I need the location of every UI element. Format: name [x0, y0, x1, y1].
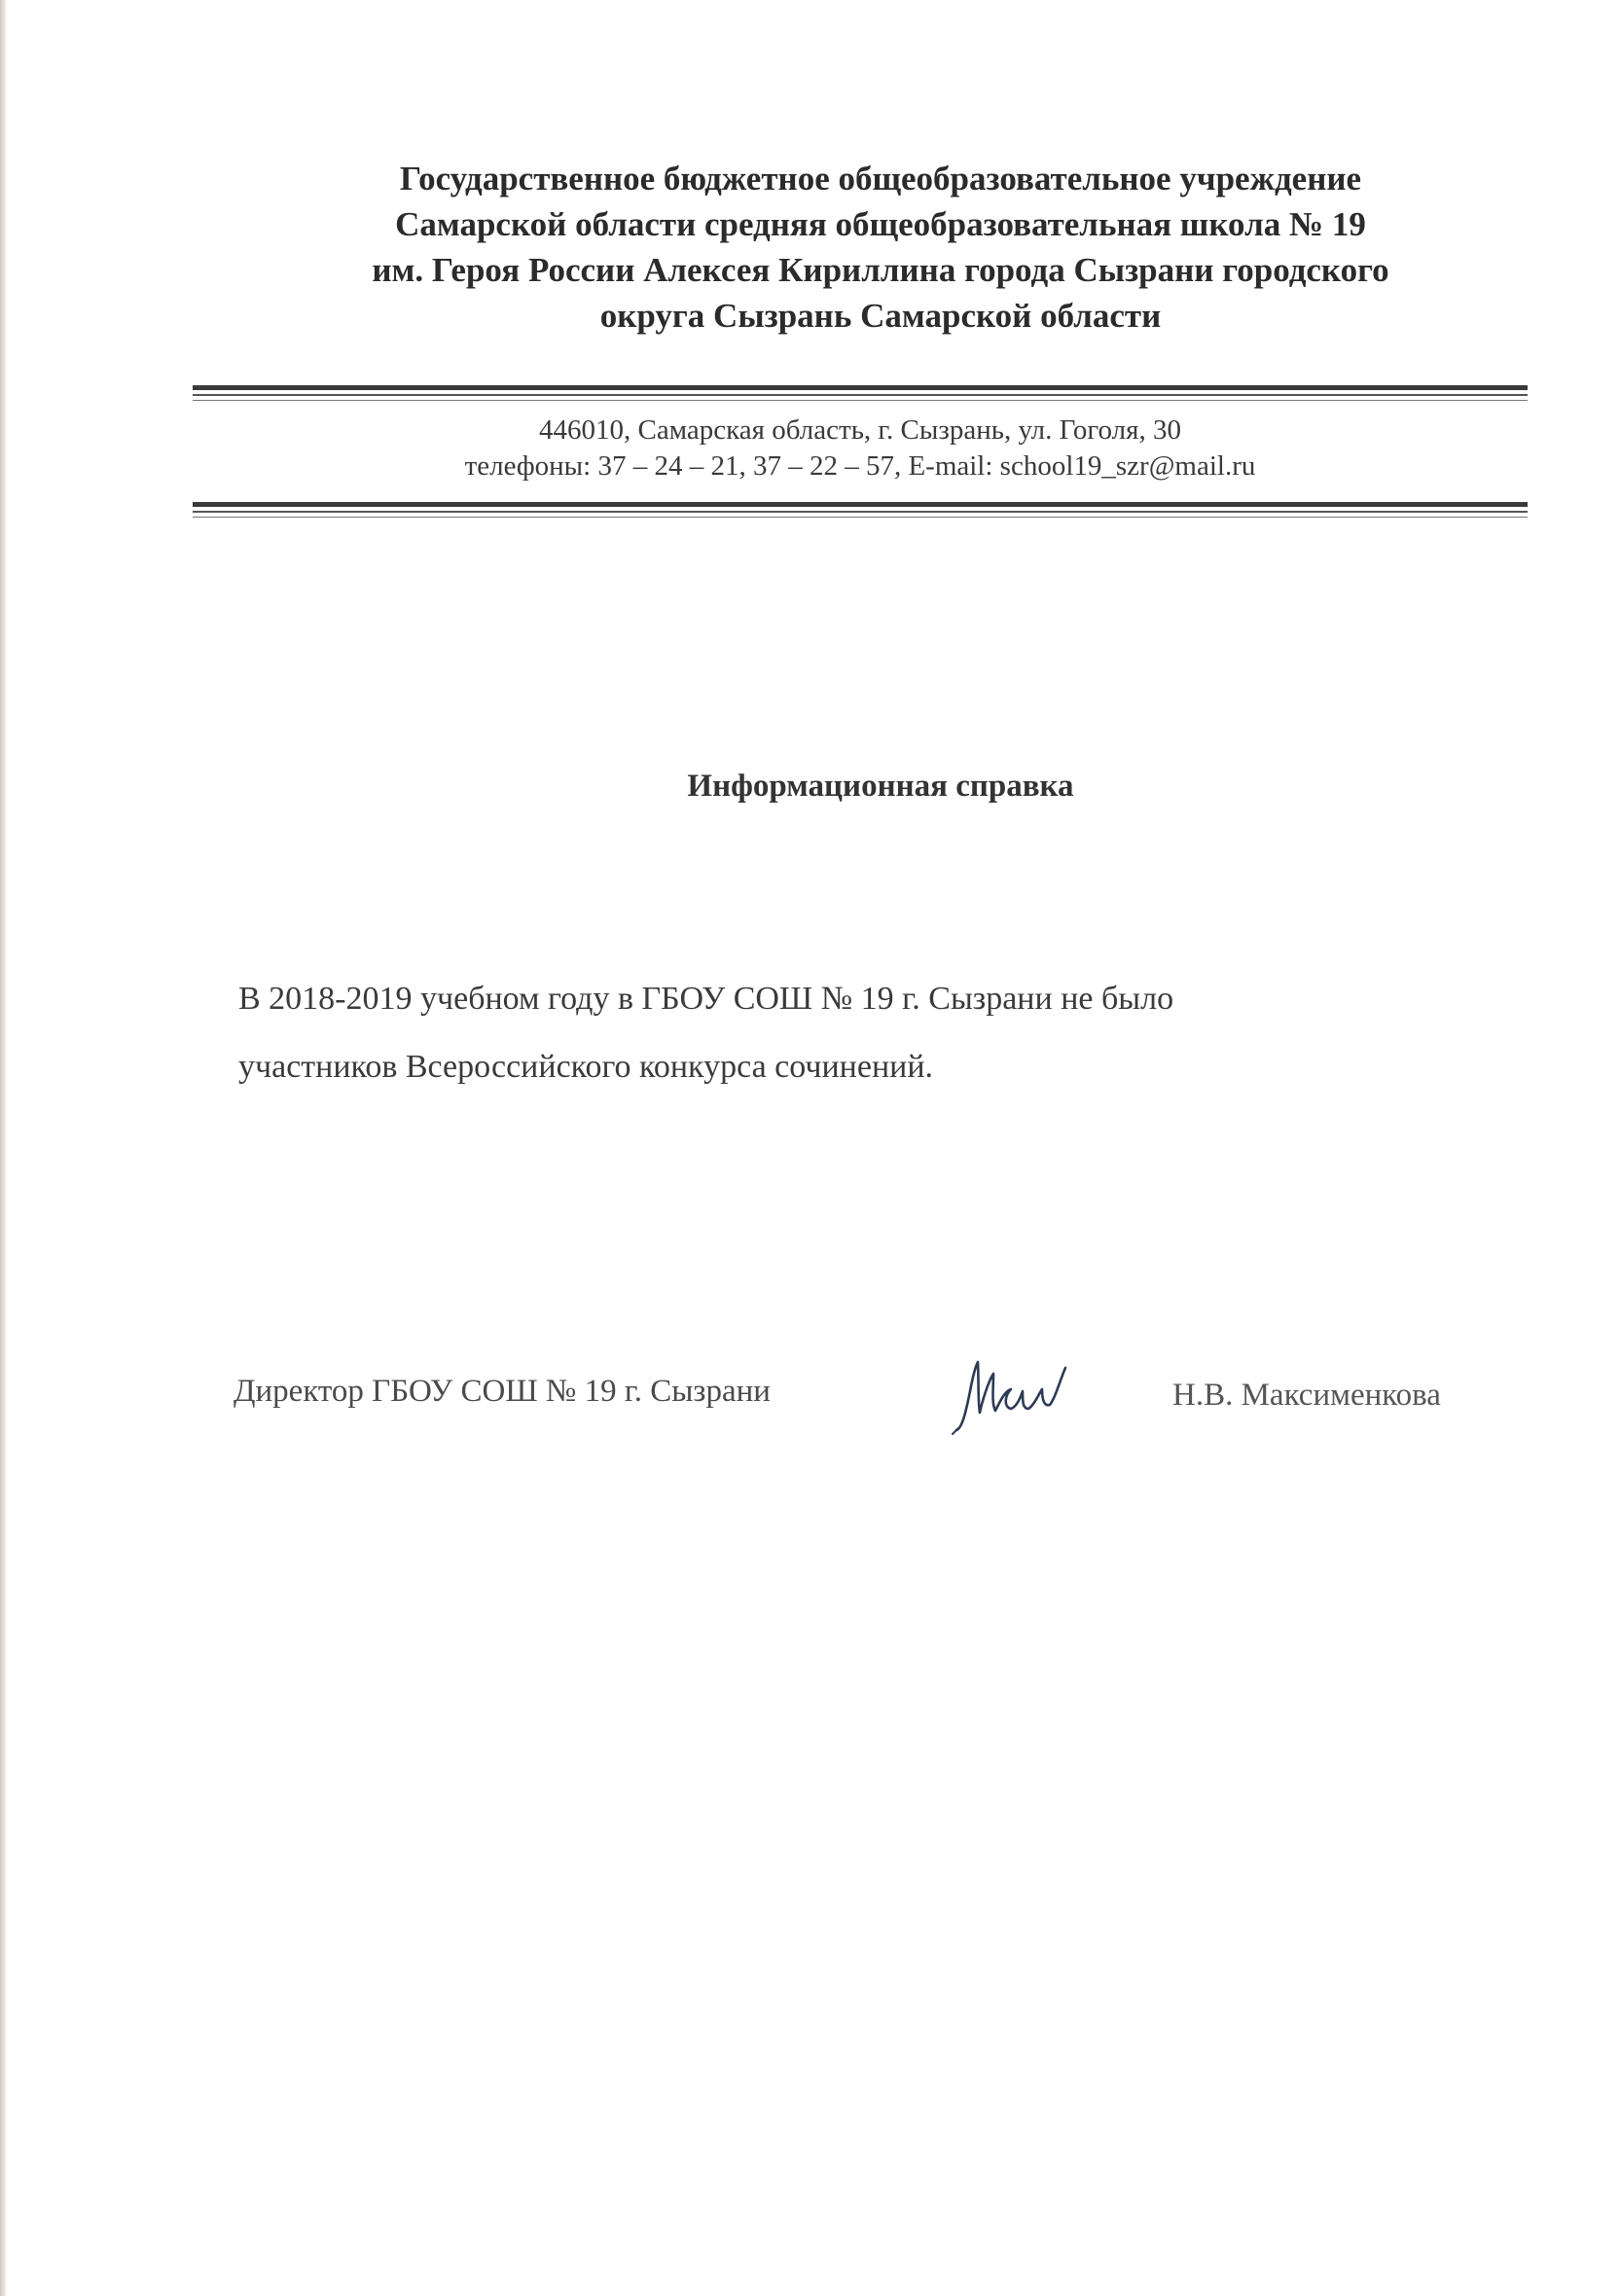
- letterhead-divider-top: [193, 385, 1528, 401]
- director-name: Н.В. Максименкова: [1172, 1378, 1441, 1413]
- letterhead-line-1: Государственное бюджетное общеобразовательное учреждение: [399, 160, 1362, 197]
- address-line: 446010, Самарская область, г. Сызрань, ул. Гоголя, 30: [539, 414, 1181, 446]
- signature-block: [234, 1352, 1528, 1440]
- handwritten-signature: [949, 1352, 1075, 1440]
- letterhead-line-2: Самарской области средняя общеобразовательная школа № 19: [395, 205, 1366, 243]
- document-title: Информационная справка: [687, 769, 1074, 804]
- director-position: Директор ГБОУ СОШ № 19 г. Сызрани: [234, 1374, 771, 1409]
- phones-email-line: телефоны: 37 – 24 – 21, 37 – 22 – 57, E-mail: school19_szr@mail.ru: [464, 450, 1256, 482]
- document-body: [238, 965, 1455, 1101]
- letterhead-organization-name: [234, 156, 1528, 339]
- letterhead-line-3: им. Героя России Алексея Кириллина города Сызрани городского: [372, 251, 1389, 289]
- letterhead-contacts: [193, 413, 1528, 484]
- page-edge-shadow: [0, 0, 6, 2296]
- body-line-2: участников Всероссийского конкурса сочинений.: [238, 1049, 934, 1085]
- letterhead-divider-bottom: [193, 502, 1528, 518]
- letterhead-line-4: округа Сызрань Самарской области: [599, 297, 1162, 335]
- body-line-1: В 2018-2019 учебном году в ГБОУ СОШ № 19 г. Сызрани не было: [238, 981, 1174, 1017]
